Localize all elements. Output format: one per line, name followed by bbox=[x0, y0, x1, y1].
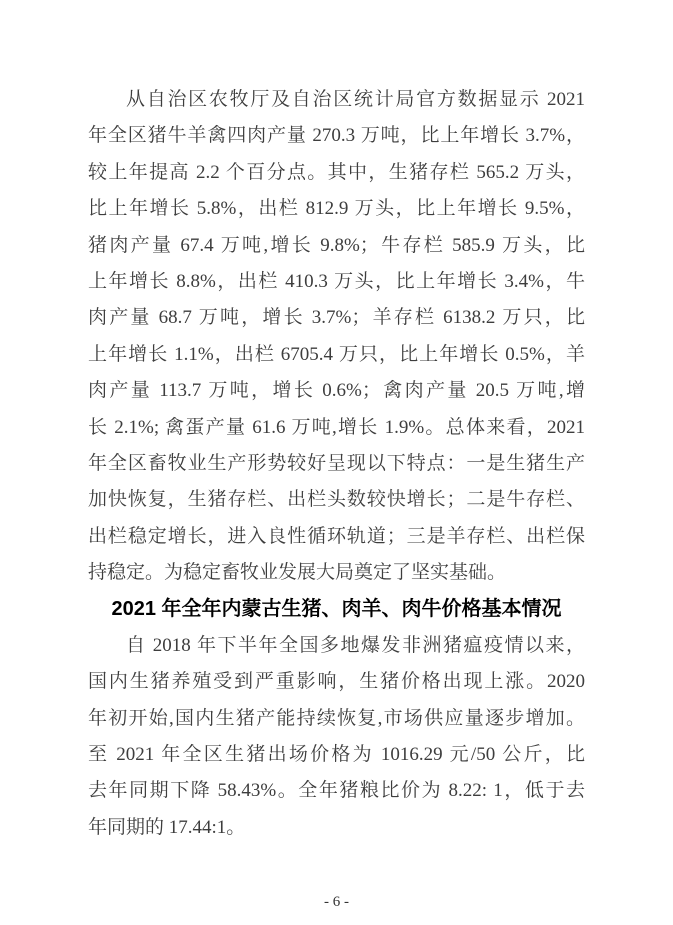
body-text-line: 上年增长 1.1%，出栏 6705.4 万只，比上年增长 0.5%，羊 bbox=[88, 343, 585, 365]
page-number: - 6 - bbox=[324, 894, 349, 910]
body-text-line: 去年同期下降 58.43%。全年猪粮比价为 8.22: 1，低于去 bbox=[88, 780, 585, 802]
section-heading: 2021 年全年内蒙古生猪、肉羊、肉牛价格基本情况 bbox=[111, 598, 562, 621]
body-text-line: 肉产量 113.7 万吨，增长 0.6%；禽肉产量 20.5 万吨,增 bbox=[88, 380, 585, 402]
body-text-line: 年全区猪牛羊禽四肉产量 270.3 万吨，比上年增长 3.7%， bbox=[88, 125, 585, 147]
body-text-line: 年同期的 17.44:1。 bbox=[88, 816, 246, 838]
body-text-line: 从自治区农牧厅及自治区统计局官方数据显示 2021 bbox=[126, 89, 585, 110]
body-text-line: 持稳定。为稳定畜牧业发展大局奠定了坚实基础。 bbox=[88, 562, 507, 584]
body-text-line: 较上年提高 2.2 个百分点。其中，生猪存栏 565.2 万头， bbox=[88, 161, 585, 183]
body-text-line: 猪肉产量 67.4 万吨,增长 9.8%；牛存栏 585.9 万头，比 bbox=[88, 234, 585, 256]
body-text-line: 比上年增长 5.8%，出栏 812.9 万头，比上年增长 9.5%， bbox=[88, 198, 585, 220]
body-text-line: 年全区畜牧业生产形势较好呈现以下特点：一是生猪生产 bbox=[88, 452, 585, 474]
body-text-line: 至 2021 年全区生猪出场价格为 1016.29 元/50 公斤，比 bbox=[88, 744, 585, 766]
body-text-line: 自 2018 年下半年全国多地爆发非洲猪瘟疫情以来， bbox=[126, 634, 585, 656]
body-text-line: 国内生猪养殖受到严重影响，生猪价格出现上涨。2020 bbox=[88, 671, 585, 693]
body-text-line: 加快恢复，生猪存栏、出栏头数较快增长；二是牛存栏、 bbox=[88, 489, 585, 511]
body-text-line: 年初开始,国内生猪产能持续恢复,市场供应量逐步增加。 bbox=[88, 707, 585, 729]
body-text-line: 肉产量 68.7 万吨，增长 3.7%；羊存栏 6138.2 万只，比 bbox=[88, 307, 585, 329]
document-body bbox=[88, 82, 585, 846]
body-text-line: 上年增长 8.8%，出栏 410.3 万头，比上年增长 3.4%，牛 bbox=[88, 270, 585, 292]
body-text-line: 出栏稳定增长，进入良性循环轨道；三是羊存栏、出栏保 bbox=[88, 525, 585, 547]
body-text-line: 长 2.1%; 禽蛋产量 61.6 万吨,增长 1.9%。总体来看，2021 bbox=[88, 416, 585, 438]
